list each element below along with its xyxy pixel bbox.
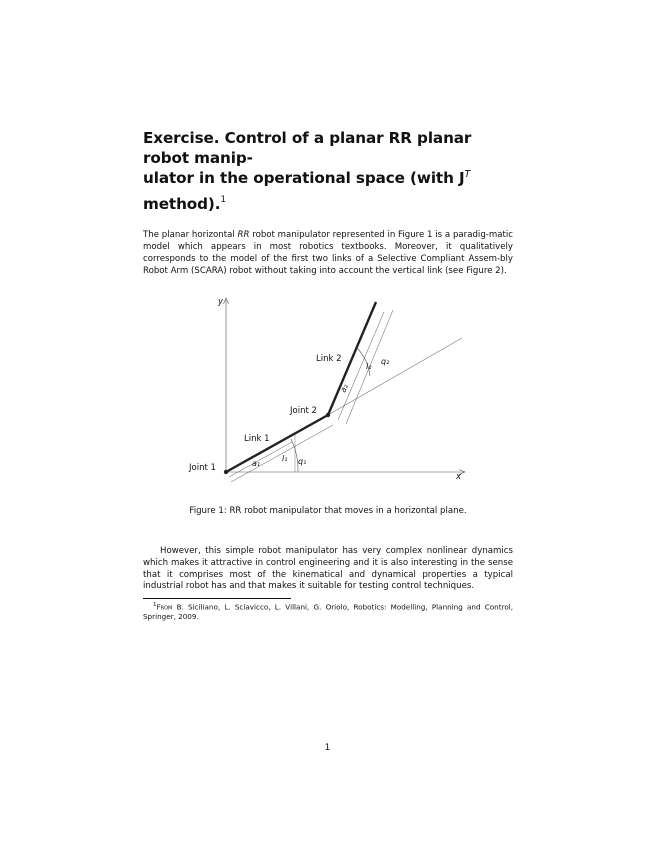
q1-angle-arc bbox=[291, 439, 298, 472]
footnote-marker: 1 bbox=[153, 602, 157, 609]
joint-2-label: Joint 2 bbox=[290, 405, 317, 416]
l2-label: l₂ bbox=[366, 361, 372, 371]
a1-label: a₁ bbox=[252, 458, 261, 468]
link1-extension-line bbox=[328, 338, 462, 415]
footnote bbox=[143, 601, 513, 622]
l1-label: l₁ bbox=[282, 453, 288, 463]
a2-dimension-line bbox=[338, 312, 384, 420]
q1-label: q₁ bbox=[298, 456, 307, 466]
intro-rr: RR bbox=[237, 230, 250, 241]
x-axis-label: x bbox=[456, 471, 462, 482]
joint-2-marker bbox=[326, 412, 330, 416]
joint-1-marker bbox=[224, 469, 228, 473]
intro-part-2: robot manipulator represented in Figure 1 is a paradig-matic model which appears in most robotics textbooks. Moreover, it qualitatively corresponds to the model of the first two links of a Selective Compliant Assem-bly Robot Arm (SCARA) robot without taking into account the vertical link (see Figure 2). bbox=[143, 230, 513, 276]
link-2-label: Link 2 bbox=[316, 353, 342, 364]
a2-label: a₂ bbox=[338, 382, 350, 394]
q2-label: q₂ bbox=[381, 356, 390, 366]
figure-caption: Figure 1: RR robot manipulator that moves in a horizontal plane. bbox=[189, 505, 467, 516]
intro-paragraph bbox=[143, 230, 513, 278]
exercise-title bbox=[143, 128, 513, 214]
link-1 bbox=[226, 415, 328, 472]
title-line-2-suffix: method). bbox=[143, 195, 221, 214]
footnote-from: From bbox=[156, 602, 173, 612]
page-number: 1 bbox=[324, 743, 331, 753]
title-footnote-marker: 1 bbox=[220, 195, 227, 205]
figure-1 bbox=[143, 292, 513, 492]
robot-diagram bbox=[143, 292, 513, 492]
y-axis-label: y bbox=[218, 296, 224, 307]
intro-part-1: The planar horizontal bbox=[143, 230, 238, 241]
title-line-1: Exercise. Control of a planar RR planar robot manip- bbox=[143, 129, 472, 167]
title-line-2-prefix: ulator in the operational space (with J bbox=[143, 169, 465, 187]
footnote-rule bbox=[143, 598, 291, 599]
page-content bbox=[143, 128, 513, 622]
joint-1-label: Joint 1 bbox=[189, 462, 216, 473]
footnote-text: B. Siciliano, L. Sciavicco, L. Villani, G. Oriolo, Robotics: Modelling, Planning and Control, Springer, 2009. bbox=[143, 602, 513, 622]
body-paragraph: However, this simple robot manipulator has very complex nonlinear dynamics which makes it attractive in control engineering and it is also interesting in the sense that it comprises most of the kinematical and dynamical properties a typical industrial robot has and that makes it suitable for testing control techniques. bbox=[143, 545, 513, 592]
title-superscript-t: T bbox=[464, 169, 471, 180]
link-1-label: Link 1 bbox=[244, 433, 270, 444]
